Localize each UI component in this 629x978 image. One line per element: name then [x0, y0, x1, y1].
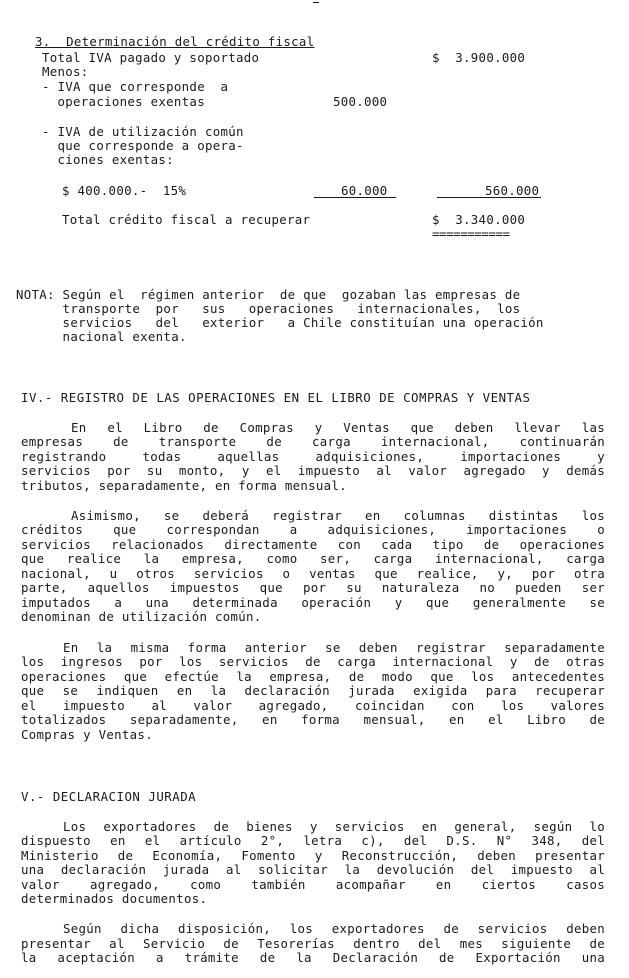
nota-line-4: nacional exenta.	[16, 329, 187, 344]
s4-p3-line-4: que se indiquen en la declaración jurada exigida para recuperar	[21, 683, 605, 698]
s5-p2-line-2: presentar al Servicio de Tesorerías dentro del mes siguiente de	[21, 936, 605, 951]
total-iva-label: Total IVA pagado y soportado	[42, 50, 260, 65]
s5-p1-line-4: una declaración jurada al solicitar la devolución del impuesto al	[21, 862, 605, 877]
exentas-value: 500.000	[333, 94, 388, 109]
nota-line-2: transporte por sus operaciones internacionales, los	[16, 301, 521, 316]
calc-label: $ 400.000.- 15%	[62, 183, 187, 198]
s4-p2-line-3: servicios relacionados directamente con cada tipo de operaciones	[21, 537, 605, 552]
s5-p1-line-3: Ministerio de Economía, Fomento y Reconstrucción, deben presentar	[21, 848, 605, 863]
s4-p2-line-7: imputados a una determinada operación y que generalmente se	[21, 595, 605, 610]
s4-p2-line-4: que realice la empresa, como ser, carga internacional, carga	[21, 551, 605, 566]
s4-p3-line-2: los ingresos por los servicios de carga internacional y de otras	[21, 654, 605, 669]
s4-p1-line-3: registrando todas aquellas adquisiciones, importaciones y	[21, 449, 605, 464]
s4-p3-line-1: En la misma forma anterior se deben registrar separadamente	[63, 640, 605, 655]
s5-p2-line-1: Según dicha disposición, los exportadores de servicios deben	[63, 921, 605, 936]
comun-line-1: - IVA de utilización común	[42, 124, 244, 139]
s4-p2-line-8: denominan de utilización común.	[21, 609, 262, 624]
calc-value-rule	[314, 197, 396, 198]
s5-p1-line-2: dispuesto en el artículo 2°, letra c), del D.S. N° 348, del	[21, 833, 605, 848]
s4-p2-line-2: créditos que correspondan a adquisiciones, importaciones o	[21, 522, 605, 537]
s5-p2-line-3: la aceptación a trámite de la Declaración de Exportación una	[21, 950, 605, 965]
s4-p3-line-7: Compras y Ventas.	[21, 727, 153, 742]
credito-label: Total crédito fiscal a recuperar	[62, 212, 311, 227]
s5-p1-line-1: Los exportadores de bienes y servicios en general, según lo	[63, 819, 605, 834]
section-5-heading: V.- DECLARACION JURADA	[21, 789, 197, 804]
calc-total: 560.000	[485, 183, 540, 198]
s4-p1-line-4: servicios por su monto, y el impuesto al valor agregado y demás	[21, 463, 605, 478]
s4-p2-line-1: Asimismo, se deberá registrar en columnas distintas los	[71, 508, 605, 523]
page-top-mark	[313, 2, 319, 3]
section-4-heading: IV.- REGISTRO DE LAS OPERACIONES EN EL LIBRO DE COMPRAS Y VENTAS	[21, 390, 531, 405]
comun-line-2: que corresponde a opera-	[42, 138, 244, 153]
s4-p1-line-5: tributos, separadamente, en forma mensual.	[21, 478, 347, 493]
credito-value: $ 3.340.000	[432, 212, 526, 227]
s4-p1-line-2: empresas de transporte de carga internacional, continuarán	[21, 434, 605, 449]
s4-p2-line-5: nacional, u otros servicios o ventas que realice, y, por otra	[21, 566, 605, 581]
comun-line-3: ciones exentas:	[42, 152, 174, 167]
calc-value: 60.000	[341, 183, 388, 198]
menos-label: Menos:	[42, 64, 89, 79]
total-iva-value: $ 3.900.000	[432, 50, 526, 65]
nota-line-3: servicios del exterior a Chile constituían una operación	[16, 315, 544, 330]
s4-p3-line-5: el impuesto al valor agregado, coincidan con los valores	[21, 698, 605, 713]
s5-p1-line-5: valor agregado, como también acompañar en ciertos casos	[21, 877, 605, 892]
calc-total-rule	[437, 197, 541, 198]
s4-p3-line-3: operaciones que efectúe la empresa, de modo que los antecedentes	[21, 669, 605, 684]
credito-double-rule: ===========	[432, 226, 510, 241]
exentas-line-2: operaciones exentas	[42, 94, 205, 109]
s5-p1-line-6: determinados documentos.	[21, 891, 208, 906]
s4-p3-line-6: totalizados separadamente, en forma mensual, en el Libro de	[21, 712, 605, 727]
exentas-line-1: - IVA que corresponde a	[42, 79, 229, 94]
s4-p2-line-6: parte, aquellos impuestos que por su naturaleza no pueden ser	[21, 580, 605, 595]
s4-p1-line-1: En el Libro de Compras y Ventas que deben llevar las	[71, 420, 605, 435]
nota-line-1: NOTA: Según el régimen anterior de que gozaban las empresas de	[16, 287, 521, 302]
section-3-heading: 3. Determinación del crédito fiscal	[35, 34, 315, 49]
